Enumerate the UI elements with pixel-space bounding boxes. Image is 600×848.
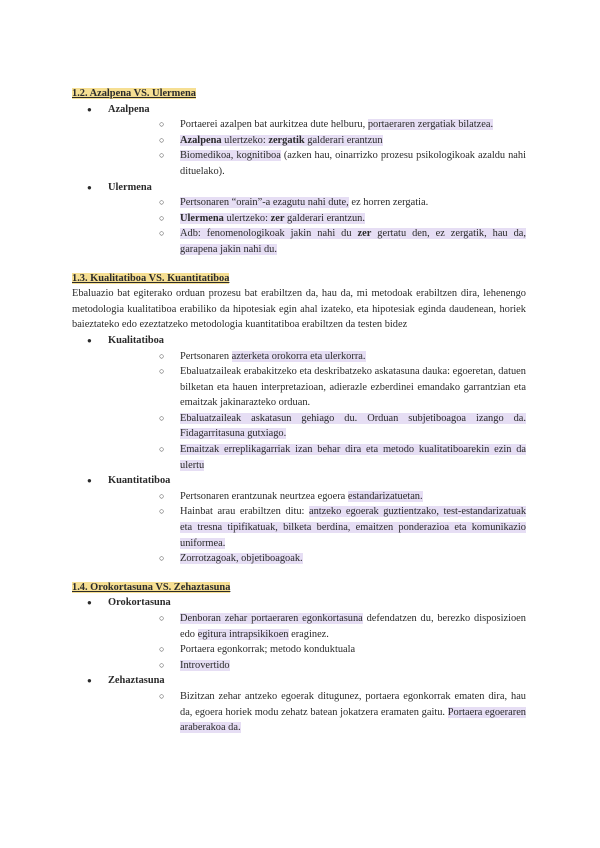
list-item: ○ Pertsonaren azterketa orokorra eta ulerkorra. xyxy=(108,349,526,365)
list-item-kualitatiboa xyxy=(72,333,526,473)
list-item: ○ Hainbat arau erabiltzen ditu: antzeko egoerak guztientzako, test-estandarizatuak eta tresna tipifikatuak, bilketa berdina, emaitzen ponderazioa eta komunikazio uniformea. xyxy=(108,504,526,551)
list-item: ○ Zorrotzagoak, objetiboagoak. xyxy=(108,551,526,567)
list-item-azalpena xyxy=(72,102,526,180)
section-intro-paragraph: Ebaluazio bat egiterako orduan prozesu bat erabiltzen da, hau da, mi metodoak erabiltzen dira, lehenengo metodologia kualitatiboa erabiliko da hipotesiak egin ahal izateko, eta hipotesiak eginda daudenean, horiek baieztateko edo ezeztatzeko metodologia kuantitatiboa erabiltzen da testen bidez xyxy=(72,288,526,331)
list-item-ulermena xyxy=(72,180,526,258)
list-item: ○ Ebaluatzaileak erabakitzeko eta deskribatzeko askatasuna dauka: egoeretan, datuen bilketan eta hauen interpretazioan, adierazle ezberdinei emandako garrantzian eta emaitzak jakinarazteko orduan. xyxy=(108,364,526,411)
section-heading-1-4: 1.4. Orokortasuna VS. Zehaztasuna xyxy=(72,581,231,593)
list-item-orokortasuna xyxy=(72,595,526,673)
list-item: ○ Pertsonaren erantzunak neurtzea egoera estandarizatuetan. xyxy=(108,489,526,505)
section-heading-1-2: 1.2. Azalpena VS. Ulermena xyxy=(72,88,196,99)
bullet-label: Kuantitatiboa xyxy=(108,475,171,487)
list-item: ○ Biomedikoa, kognitiboa (azken hau, oinarrizko prozesu psikologikoak azaldu nahi dituelako). xyxy=(108,148,526,179)
list-item: ○ Bizitzan zehar antzeko egoerak ditugunez, portaera egonkorrak ematen dira, hau da, egoera horiek modu zehatz batean jokatzera eramaten gaitu. Portaera egoeraren araberakoa da. xyxy=(108,689,526,736)
bullet-label: Kualitatiboa xyxy=(108,334,165,346)
list-item-kuantitatiboa xyxy=(72,473,526,567)
list-item: ○ Azalpena ulertzeko: zergatik galderari erantzun xyxy=(108,133,526,149)
list-item: ○ Pertsonaren “orain”-a ezagutu nahi dute, ez horren zergatia. xyxy=(108,195,526,211)
list-item: ○ Ebaluatzaileak askatasun gehiago du. Orduan subjetiboagoa izango da. Fidagarritasuna gutxiago. xyxy=(108,411,526,442)
section-1-4-list xyxy=(72,595,526,735)
list-item: ○ Portaerei azalpen bat aurkitzea dute helburu, portaeraren zergatiak bilatzea. xyxy=(108,117,526,133)
section-1-2-list xyxy=(72,102,526,258)
list-item: ○ Emaitzak erreplikagarriak izan behar dira eta metodo kualitatiboarekin ezin da ulertu xyxy=(108,442,526,473)
section-1-3-list xyxy=(72,333,526,567)
list-item: ○ Denboran zehar portaeraren egonkortasuna defendatzen du, berezko disposizioen edo egitura intrapsikikoen eraginez. xyxy=(108,611,526,642)
section-heading-1-3: 1.3. Kualitatiboa VS. Kuantitatiboa xyxy=(72,272,230,284)
bullet-label: Ulermena xyxy=(108,181,152,193)
list-item: ○ Adb: fenomenologikoak jakin nahi du zer gertatu den, ez zergatik, hau da, garapena jakin nahi du. xyxy=(108,226,526,257)
bullet-label: Orokortasuna xyxy=(108,597,171,609)
list-item: ○ Introvertido xyxy=(108,658,526,674)
bullet-label: Zehaztasuna xyxy=(108,675,165,687)
list-item: ○ Ulermena ulertzeko: zer galderari erantzun. xyxy=(108,211,526,227)
bullet-label: Azalpena xyxy=(108,103,150,115)
list-item: ○ Portaera egonkorrak; metodo konduktuala xyxy=(108,642,526,658)
document-page xyxy=(72,86,526,736)
list-item-zehaztasuna xyxy=(72,673,526,735)
